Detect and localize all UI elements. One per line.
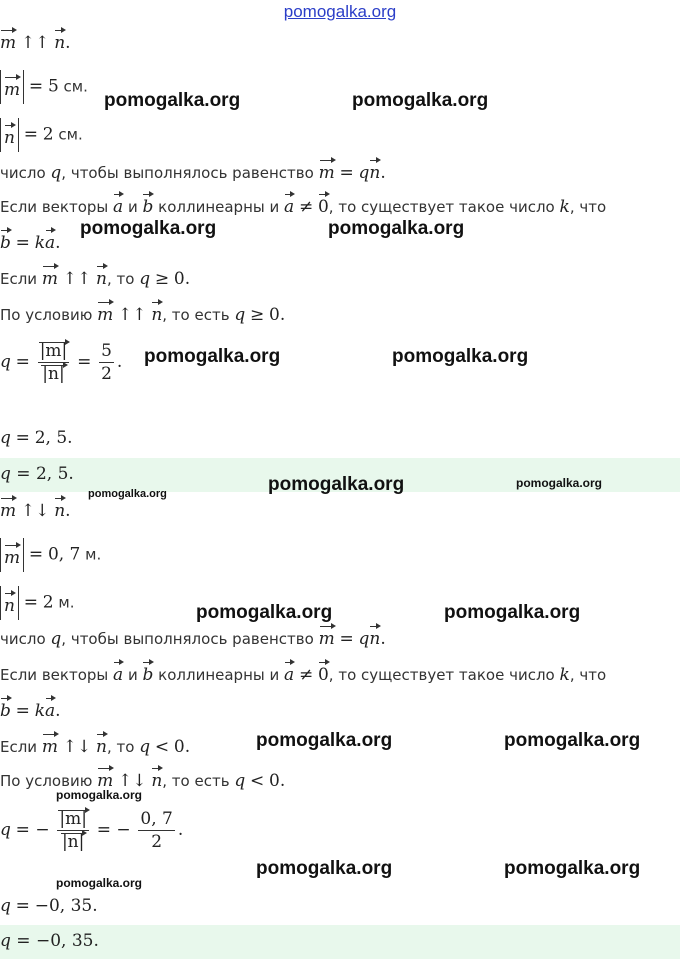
line-m-length-2: m = 0, 7 м. — [0, 538, 101, 572]
answer-2: q = −0, 35. — [0, 931, 99, 951]
watermark: pomogalka.org — [144, 346, 281, 367]
watermark: pomogalka.org — [444, 602, 581, 623]
line-m-length-1: m = 5 см. — [0, 70, 88, 104]
watermark: pomogalka.org — [504, 858, 641, 879]
line-q-value-2: q = −0, 35. — [0, 896, 98, 916]
watermark: pomogalka.org — [256, 730, 393, 751]
line-if-codirected: Если m ↑↑ n, то q ≥ 0. — [0, 264, 190, 289]
line-b-eq-ka-2: b = ka. — [0, 696, 61, 721]
watermark: pomogalka.org — [88, 488, 167, 500]
watermark: pomogalka.org — [352, 90, 489, 111]
line-collinear-2: Если векторы a и b коллинеарны и a ≠ 0, то существует такое число k, что — [0, 660, 606, 685]
line-q-value-1: q = 2, 5. — [0, 428, 73, 448]
watermark: pomogalka.org — [256, 858, 393, 879]
line-n-length-1: n = 2 см. — [0, 118, 83, 152]
line-by-condition-2: По условию m ↑↓ n, то есть q < 0. — [0, 766, 285, 791]
site-link[interactable]: pomogalka.org — [283, 2, 397, 21]
watermark: pomogalka.org — [56, 876, 143, 890]
line-collinear-1: Если векторы a и b коллинеарны и a ≠ 0, то существует такое число k, что — [0, 192, 606, 217]
watermark: pomogalka.org — [328, 218, 465, 239]
line-if-opposite: Если m ↑↓ n, то q < 0. — [0, 732, 190, 757]
answer-1: q = 2, 5. — [0, 464, 74, 484]
watermark: pomogalka.org — [56, 788, 143, 802]
line-b-eq-ka-1: b = ka. — [0, 228, 61, 253]
line-by-condition-1: По условию m ↑↑ n, то есть q ≥ 0. — [0, 300, 285, 325]
watermark: pomogalka.org — [392, 346, 529, 367]
watermark: pomogalka.org — [504, 730, 641, 751]
watermark: pomogalka.org — [196, 602, 333, 623]
watermark: pomogalka.org — [80, 218, 217, 239]
watermark: pomogalka.org — [516, 476, 603, 490]
watermark: pomogalka.org — [268, 474, 405, 495]
line-q-fraction-2: q = − $\frac{|m|}{|n|}$ = − $\frac{0, 7}{2}$ . — [0, 809, 184, 852]
line-opposite-2: m ↑↓ n. — [0, 496, 71, 521]
line-q-fraction-1: q = $\frac{|m|}{|n|}$ = $\frac{5}{2}$ . — [0, 341, 123, 384]
answer-highlight-2 — [0, 925, 680, 959]
watermark: pomogalka.org — [104, 90, 241, 111]
line-find-q-1: число q, чтобы выполнялось равенство m = qn. — [0, 158, 386, 183]
line-codirected-1: m ↑↑ n. — [0, 28, 71, 53]
line-find-q-2: число q, чтобы выполнялось равенство m = qn. — [0, 624, 386, 649]
line-n-length-2: n = 2 м. — [0, 586, 74, 620]
